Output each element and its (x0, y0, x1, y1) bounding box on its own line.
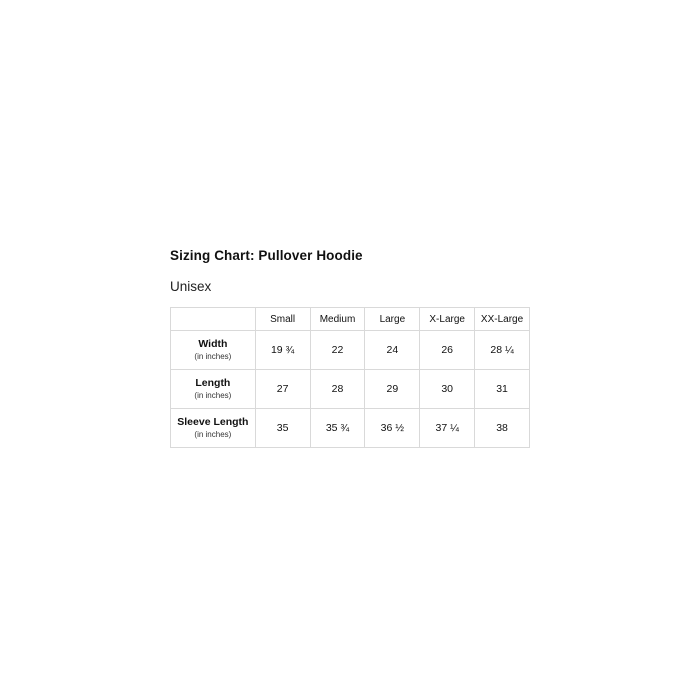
cell-width-x-large: 26 (420, 331, 475, 370)
cell-width-xx-large: 28 ¼ (475, 331, 530, 370)
page-title: Sizing Chart: Pullover Hoodie (170, 248, 363, 263)
column-header-xx-large: XX-Large (475, 308, 530, 331)
cell-sleeve-x-large: 37 ¼ (420, 409, 475, 448)
cell-width-small: 19 ¾ (255, 331, 310, 370)
cell-width-medium: 22 (310, 331, 365, 370)
row-label-length (171, 370, 256, 409)
row-label-width (171, 331, 256, 370)
cell-sleeve-large: 36 ½ (365, 409, 420, 448)
cell-sleeve-medium: 35 ¾ (310, 409, 365, 448)
column-header-x-large: X-Large (420, 308, 475, 331)
column-header-medium: Medium (310, 308, 365, 331)
cell-sleeve-small: 35 (255, 409, 310, 448)
table-header-row (171, 308, 530, 331)
sizing-chart-block (170, 248, 530, 448)
table-row (171, 370, 530, 409)
table-body (171, 331, 530, 448)
table-row (171, 331, 530, 370)
sizing-table (170, 307, 530, 448)
cell-width-large: 24 (365, 331, 420, 370)
row-label-name: Sleeve Length (177, 416, 249, 429)
column-header-small: Small (255, 308, 310, 331)
cell-length-large: 29 (365, 370, 420, 409)
table-row (171, 409, 530, 448)
row-label-unit: (in inches) (194, 430, 232, 440)
row-label-unit: (in inches) (194, 352, 232, 362)
cell-length-medium: 28 (310, 370, 365, 409)
cell-length-xx-large: 31 (475, 370, 530, 409)
row-label-unit: (in inches) (194, 391, 232, 401)
cell-sleeve-xx-large: 38 (475, 409, 530, 448)
row-label-name: Length (195, 377, 231, 390)
chart-subtitle: Unisex (170, 279, 212, 295)
table-corner-cell (171, 308, 256, 331)
cell-length-small: 27 (255, 370, 310, 409)
cell-length-x-large: 30 (420, 370, 475, 409)
row-label-name: Width (198, 338, 228, 351)
row-label-sleeve-length (171, 409, 256, 448)
table-header (171, 308, 530, 331)
column-header-large: Large (365, 308, 420, 331)
